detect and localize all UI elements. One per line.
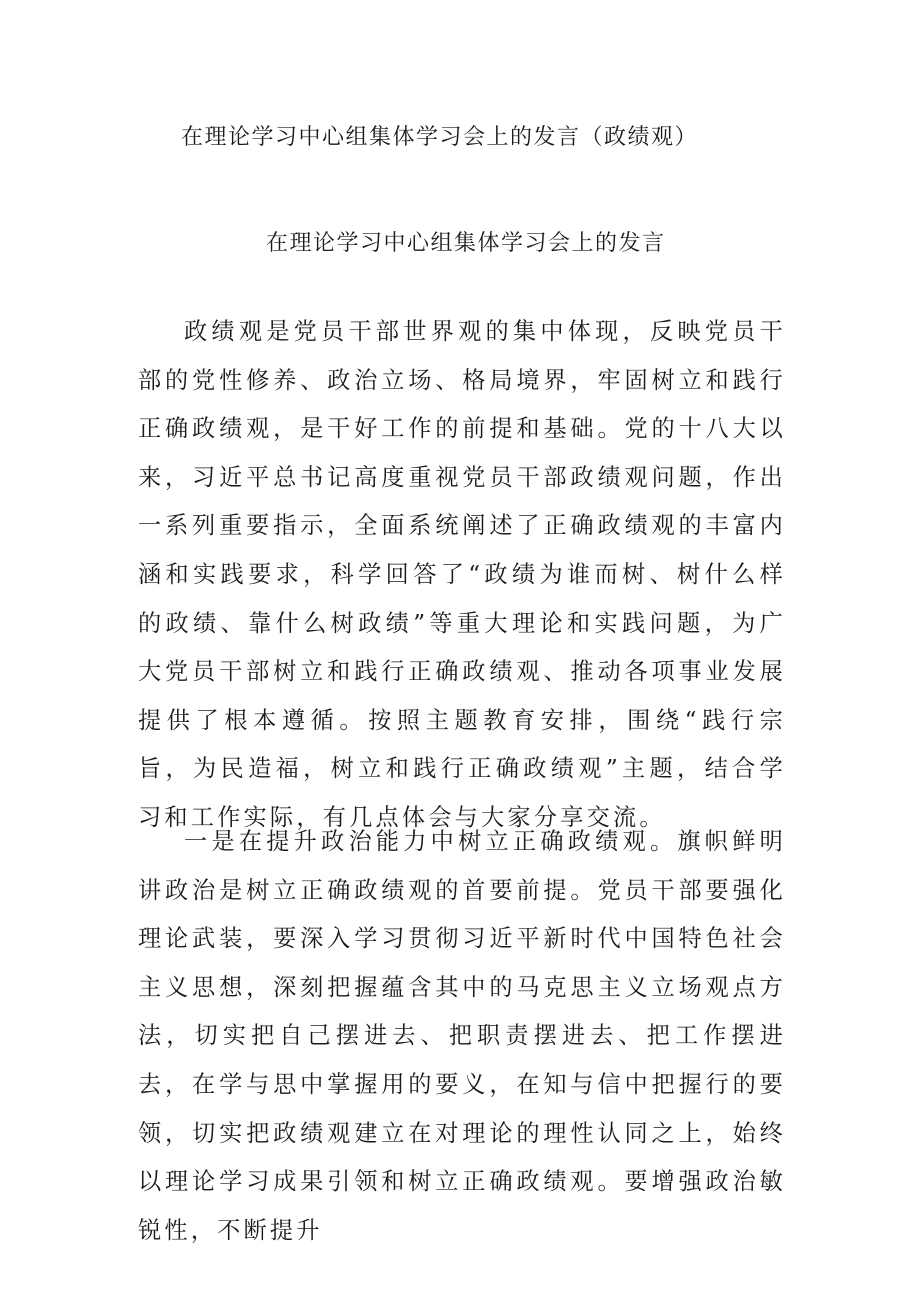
paragraph-intro: 政绩观是党员干部世界观的集中体现，反映党员干部的党性修养、政治立场、格局境界，牢固树立和践行正确政绩观，是干好工作的前提和基础。党的十八大以来，习近平总书记高度重视党员干部政绩观问题，作出一系列重要指示，全面系统阐述了正确政绩观的丰富内涵和实践要求，科学回答了“政绩为谁而树、树什么样的政绩、靠什么树政绩”等重大理论和实践问题，为广大党员干部树立和践行正确政绩观、推动各项事业发展提供了根本遵循。按照主题教育安排，围绕“践行宗旨，为民造福，树立和践行正确政绩观”主题，结合学习和工作实际，有几点体会与大家分享交流。 bbox=[138, 318, 786, 831]
document-title: 在理论学习中心组集体学习会上的发言（政绩观） bbox=[181, 125, 699, 150]
speech-title: 在理论学习中心组集体学习会上的发言 bbox=[266, 231, 666, 256]
paragraph-point-one: 一是在提升政治能力中树立正确政绩观。旗帜鲜明讲政治是树立正确政绩观的首要前提。党员干部要强化理论武装，要深入学习贯彻习近平新时代中国特色社会主义思想，深刻把握蕴含其中的马克思主义立场观点方法，切实把自己摆进去、把职责摆进去、把工作摆进去，在学与思中掌握用的要义，在知与信中把握行的要领，切实把政绩观建立在对理论的理性认同之上，始终以理论学习成果引领和树立正确政绩观。要增强政治敏锐性，不断提升 bbox=[138, 828, 786, 1244]
